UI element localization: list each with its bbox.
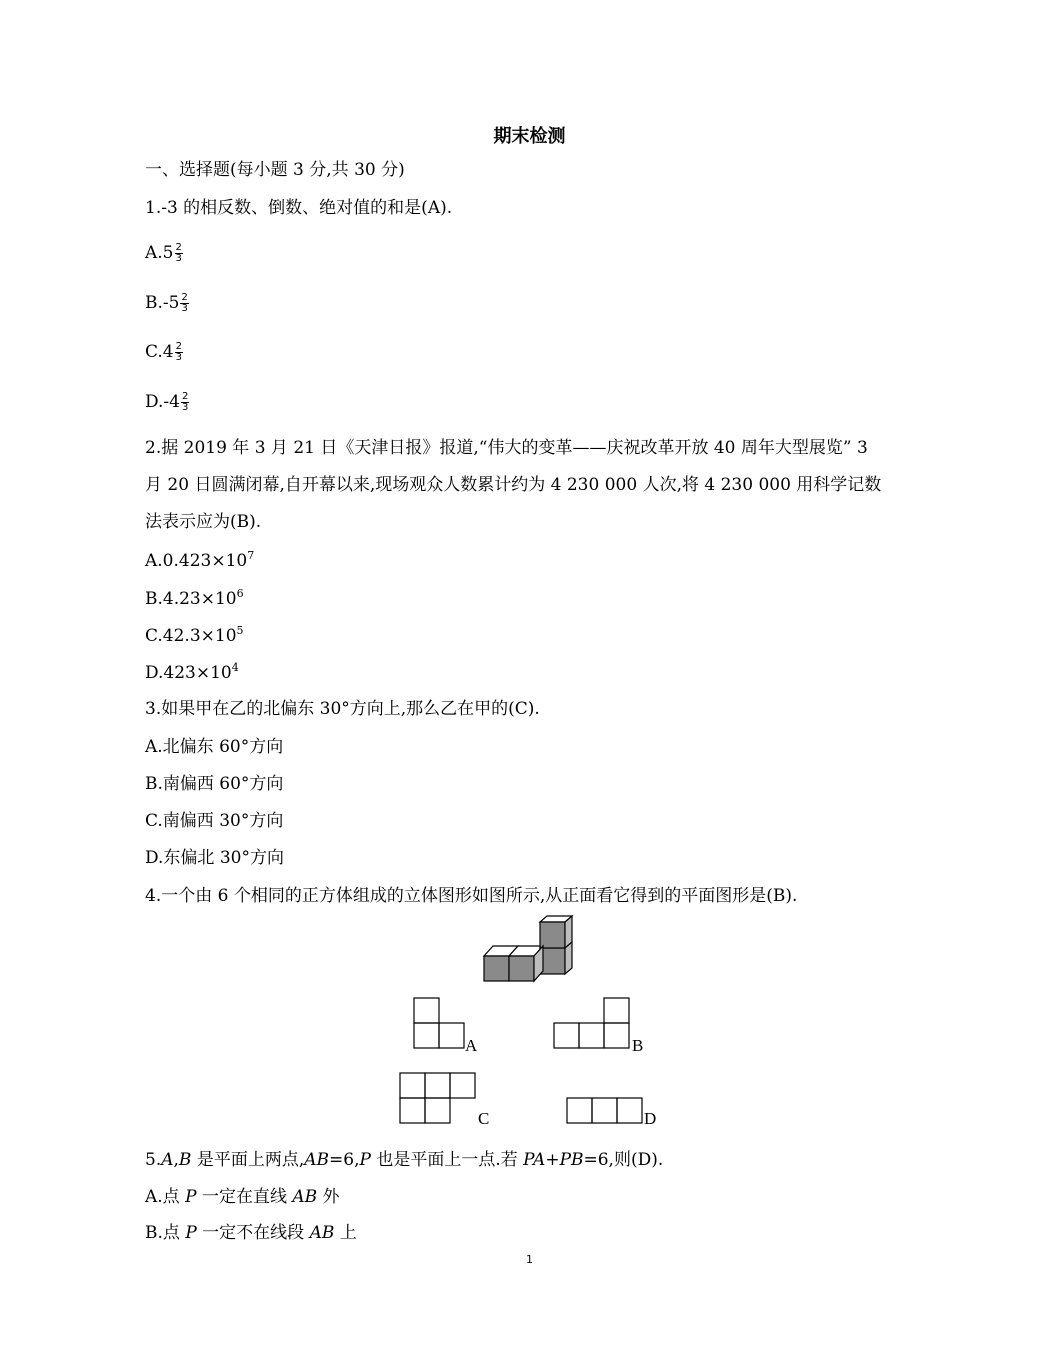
option-base: B.4.23×10 xyxy=(145,589,237,609)
option-exponent: 7 xyxy=(247,549,255,562)
text-run: + xyxy=(545,1150,560,1170)
q3-option-d: D.东偏北 30°方向 xyxy=(145,848,284,868)
page-number: 1 xyxy=(526,1253,533,1266)
q3-option-c: C.南偏西 30°方向 xyxy=(145,811,284,831)
option-exponent: 4 xyxy=(231,661,239,674)
option-exponent: 5 xyxy=(236,624,244,637)
text-run: 上 xyxy=(334,1223,357,1243)
fraction-denominator: 3 xyxy=(175,352,182,363)
option-c-view xyxy=(400,1073,475,1123)
italic-var: AB xyxy=(292,1187,318,1207)
italic-var: P xyxy=(185,1187,197,1207)
text-run: 5. xyxy=(145,1150,162,1170)
option-a-view xyxy=(414,998,464,1048)
text-run: 外 xyxy=(317,1187,340,1207)
text-run: =6, xyxy=(329,1150,360,1170)
q3-option-b: B.南偏西 60°方向 xyxy=(145,774,284,794)
option-b-view xyxy=(554,998,629,1048)
q5-option-b xyxy=(145,1222,357,1244)
option-base: A.0.423×10 xyxy=(145,551,248,571)
cube-stack-illustration xyxy=(484,916,572,981)
italic-var: P xyxy=(185,1223,197,1243)
q3-option-a: A.北偏东 60°方向 xyxy=(145,737,284,757)
option-a-label: A xyxy=(465,1036,478,1055)
fraction-numerator: 2 xyxy=(175,242,182,253)
text-run: =6,则(D). xyxy=(583,1150,664,1170)
text-run: A.点 xyxy=(145,1187,186,1207)
fraction-numerator: 2 xyxy=(182,391,189,402)
italic-var: A xyxy=(161,1150,174,1170)
section-heading: 一、选择题(每小题 3 分,共 30 分) xyxy=(145,160,405,180)
italic-var: P xyxy=(359,1150,371,1170)
fraction-denominator: 3 xyxy=(181,303,188,314)
option-base: D.423×10 xyxy=(145,663,232,683)
option-prefix: D.-4 xyxy=(145,392,180,412)
q5-stem xyxy=(145,1149,663,1171)
italic-var: PA xyxy=(523,1150,546,1170)
italic-var: AB xyxy=(309,1223,335,1243)
italic-var: AB xyxy=(304,1150,330,1170)
q4-stem: 4.一个由 6 个相同的正方体组成的立体图形如图所示,从正面看它得到的平面图形是(B). xyxy=(145,886,798,906)
option-base: C.42.3×10 xyxy=(145,626,237,646)
italic-var: B xyxy=(178,1150,192,1170)
option-d-view xyxy=(567,1098,642,1123)
text-run: , xyxy=(173,1150,179,1170)
option-d-label: D xyxy=(644,1109,657,1128)
fraction-numerator: 2 xyxy=(175,341,182,352)
text-run: 一定不在线段 xyxy=(196,1223,310,1243)
q1-stem: 1.-3 的相反数、倒数、绝对值的和是(A). xyxy=(145,198,453,218)
text-run: B.点 xyxy=(145,1223,186,1243)
q2-stem-line-3: 法表示应为(B). xyxy=(145,512,262,532)
page-title: 期末检测 xyxy=(493,126,566,147)
text-run: 也是平面上一点.若 xyxy=(370,1150,524,1170)
fraction-denominator: 3 xyxy=(175,253,182,264)
fraction-numerator: 2 xyxy=(181,292,188,303)
option-prefix: B.-5 xyxy=(145,293,180,313)
option-prefix: C.4 xyxy=(145,342,174,362)
q3-stem: 3.如果甲在乙的北偏东 30°方向上,那么乙在甲的(C). xyxy=(145,699,540,719)
text-run: 一定在直线 xyxy=(196,1187,293,1207)
option-prefix: A.5 xyxy=(145,243,174,263)
fraction-denominator: 3 xyxy=(182,402,189,413)
q2-stem-line-1: 2.据 2019 年 3 月 21 日《天津日报》报道,“伟大的变革——庆祝改革开放 40 周年大型展览” 3 xyxy=(145,438,868,458)
text-run: 是平面上两点, xyxy=(191,1150,305,1170)
option-c-label: C xyxy=(478,1109,490,1128)
q2-stem-line-2: 月 20 日圆满闭幕,自开幕以来,现场观众人数累计约为 4 230 000 人次,将 4 230 000 用科学记数 xyxy=(145,475,882,495)
option-b-label: B xyxy=(632,1036,644,1055)
option-exponent: 6 xyxy=(236,587,244,600)
italic-var: PB xyxy=(559,1150,584,1170)
q5-option-a xyxy=(145,1186,340,1208)
